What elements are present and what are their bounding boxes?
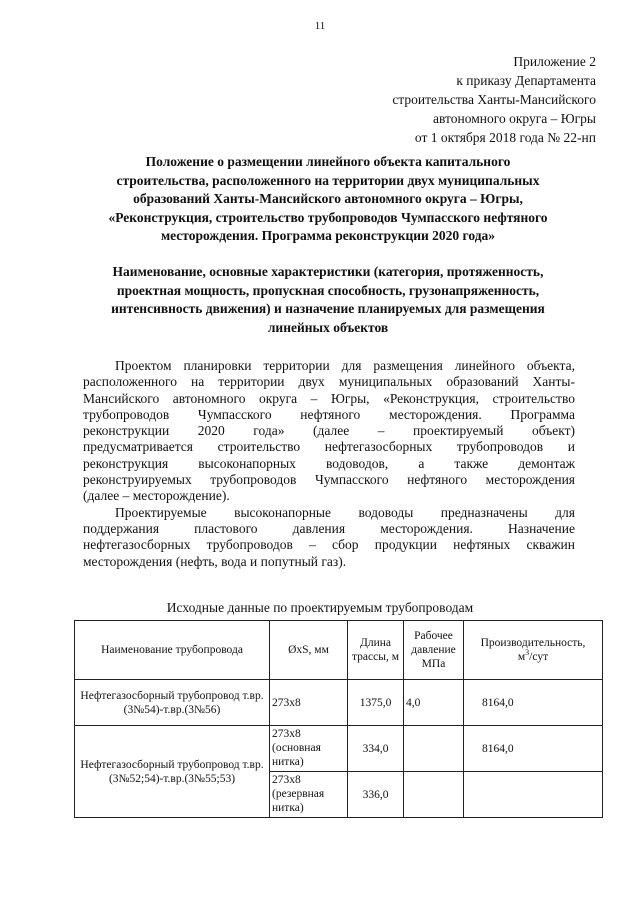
- cell-capacity: 8164,0: [464, 680, 603, 726]
- heading-line: линейных объектов: [267, 319, 389, 335]
- header-name: Наименование трубопровода: [75, 621, 270, 680]
- body-text: [83, 358, 575, 570]
- header-length: Длина трассы, м: [348, 621, 404, 680]
- heading-line: Наименование, основные характеристики (категория, протяженность,: [112, 264, 544, 279]
- pipelines-table: [74, 620, 603, 818]
- table-header-row: [75, 621, 603, 680]
- section-heading: [78, 263, 578, 337]
- paragraph-1-line: Мансийского автономного округа – Югры, «Реконструкция, строительство: [83, 390, 575, 406]
- cell-capacity: [464, 772, 603, 818]
- cell-name: Нефтегазосборный трубопровод т.вр.(3№52;54)-т.вр.(3№55;53): [75, 726, 270, 818]
- cell-diameter: 273х8: [270, 680, 348, 726]
- cell-pressure: 4,0: [404, 680, 464, 726]
- document-title: [78, 153, 578, 246]
- table-caption: Исходные данные по проектируемым трубопроводам: [166, 600, 474, 615]
- cell-pressure: [404, 772, 464, 818]
- annex-line: автономного округа – Югры: [433, 111, 596, 126]
- annex-line: к приказу Департамента: [456, 73, 596, 88]
- annex-header: [392, 52, 596, 147]
- annex-line: Приложение 2: [513, 54, 596, 69]
- title-line: Положение о размещении линейного объекта капитального: [145, 154, 511, 169]
- cell-capacity: 8164,0: [464, 726, 603, 772]
- title-line: месторождения. Программа реконструкции 2020 года»: [160, 228, 496, 243]
- cell-diameter: 273х8 (резервная нитка): [270, 772, 348, 818]
- table-row: [75, 680, 603, 726]
- heading-line: интенсивность движения) и назначение планируемых для размещения: [111, 301, 545, 316]
- header-diameter: ØxS, мм: [270, 621, 348, 680]
- header-capacity-unit: м: [517, 651, 526, 663]
- page-number: 11: [314, 20, 326, 32]
- cell-pressure: [404, 726, 464, 772]
- title-line: образований Ханты-Мансийского автономного округа – Югры,: [133, 191, 523, 206]
- paragraph-1-line: реконструкции 2020 года» (далее – проектируемый объект): [83, 423, 575, 439]
- paragraph-2-line: поддержания пластового давления месторождения. Назначение: [83, 520, 575, 536]
- header-pressure: Рабочее давление МПа: [404, 621, 464, 680]
- header-capacity-sup: 3: [525, 648, 530, 658]
- header-capacity-label: Производительность,: [480, 637, 586, 649]
- paragraph-2-line: Проектируемые высоконапорные водоводы предназначены для: [115, 504, 575, 520]
- cell-length: 336,0: [348, 772, 404, 818]
- table-row: [75, 726, 603, 772]
- paragraph-1-line: (далее – месторождение).: [83, 488, 230, 504]
- cell-length: 1375,0: [348, 680, 404, 726]
- paragraph-1-line: расположенного на территории двух муниципальных образований Ханты-: [83, 374, 575, 390]
- paragraph-1-line: реконструкция высоконапорных водоводов, а также демонтаж: [83, 455, 575, 471]
- cell-diameter: 273х8 (основная нитка): [270, 726, 348, 772]
- heading-line: проектная мощность, пропускная способность, грузонапряженность,: [116, 282, 540, 298]
- paragraph-1-line: Проектом планировки территории для размещения линейного объекта,: [115, 358, 575, 373]
- paragraph-1-line: трубопроводов Чумпасского нефтяного месторождения. Программа: [83, 406, 575, 422]
- paragraph-1-line: предусматривается строительство нефтегазосборных трубопроводов и: [83, 439, 575, 455]
- annex-line: от 1 октября 2018 года № 22-нп: [414, 130, 596, 145]
- annex-line: строительства Ханты-Мансийского: [392, 92, 596, 107]
- paragraph-2-line: месторождения (нефть, вода и попутный газ).: [83, 553, 347, 569]
- cell-length: 334,0: [348, 726, 404, 772]
- cell-name: Нефтегазосборный трубопровод т.вр.(3№54)-т.вр.(3№56): [75, 680, 270, 726]
- paragraph-1-line: реконструируемых трубопроводов Чумпасского нефтяного месторождения: [83, 472, 575, 488]
- title-line: «Реконструкция, строительство трубопроводов Чумпасского нефтяного: [108, 209, 548, 225]
- paragraph-2-line: нефтегазосборных трубопроводов – сбор продукции нефтяных скважин: [83, 537, 575, 553]
- header-capacity: [464, 621, 603, 680]
- title-line: строительства, расположенного на территории двух муниципальных: [116, 172, 540, 188]
- header-capacity-tail: /сут: [529, 651, 549, 663]
